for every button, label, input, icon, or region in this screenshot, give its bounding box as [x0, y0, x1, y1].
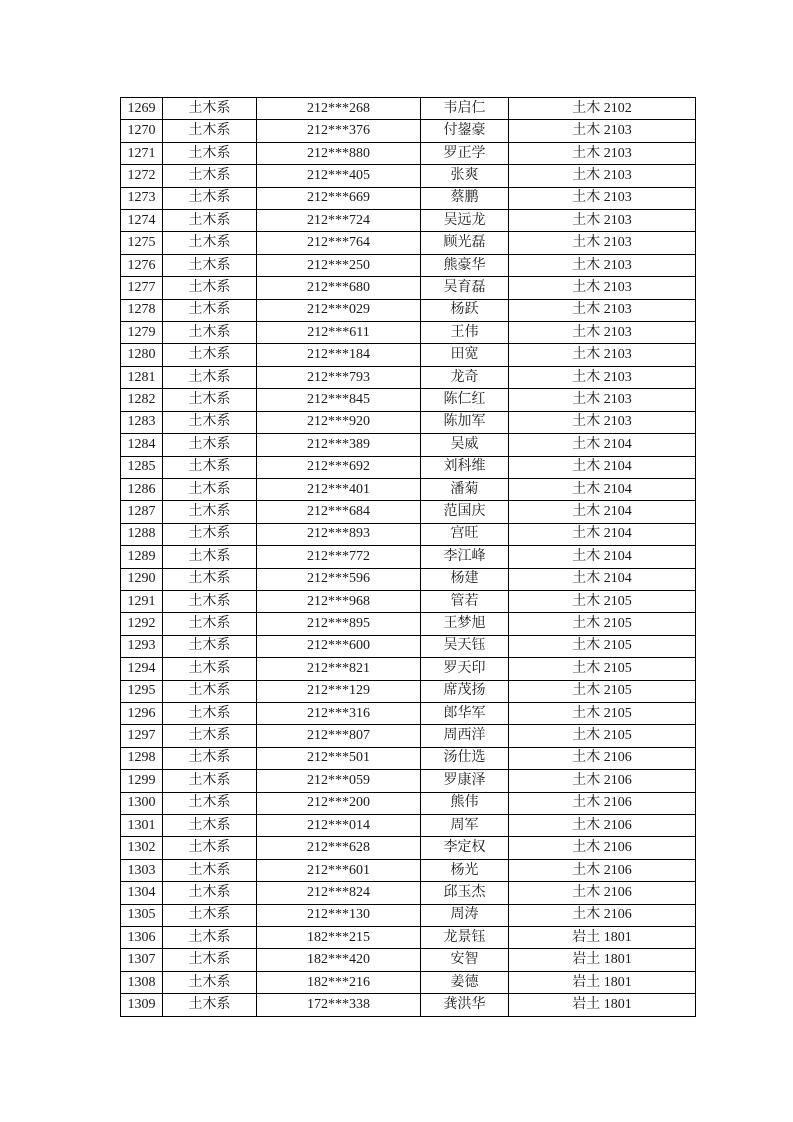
cell-name: 熊豪华: [421, 254, 509, 276]
cell-department: 土木系: [163, 971, 257, 993]
cell-student-id: 212***807: [257, 725, 421, 747]
table-row: [121, 747, 696, 769]
cell-class: 岩土 1801: [509, 949, 696, 971]
cell-name: 管若: [421, 590, 509, 612]
cell-class: 土木 2105: [509, 613, 696, 635]
cell-department: 土木系: [163, 792, 257, 814]
cell-student-id: 212***724: [257, 210, 421, 232]
cell-index: 1298: [121, 747, 163, 769]
cell-department: 土木系: [163, 434, 257, 456]
cell-class: 土木 2103: [509, 389, 696, 411]
cell-name: 田宽: [421, 344, 509, 366]
cell-index: 1299: [121, 770, 163, 792]
cell-department: 土木系: [163, 635, 257, 657]
cell-department: 土木系: [163, 299, 257, 321]
table-row: [121, 770, 696, 792]
cell-class: 土木 2103: [509, 344, 696, 366]
cell-student-id: 212***059: [257, 770, 421, 792]
cell-name: 杨建: [421, 568, 509, 590]
cell-class: 岩土 1801: [509, 927, 696, 949]
cell-department: 土木系: [163, 344, 257, 366]
table-row: [121, 658, 696, 680]
cell-student-id: 212***821: [257, 658, 421, 680]
table-row: [121, 725, 696, 747]
table-row: [121, 165, 696, 187]
cell-department: 土木系: [163, 165, 257, 187]
cell-department: 土木系: [163, 366, 257, 388]
cell-department: 土木系: [163, 613, 257, 635]
cell-class: 岩土 1801: [509, 971, 696, 993]
cell-class: 土木 2103: [509, 366, 696, 388]
cell-index: 1284: [121, 434, 163, 456]
cell-class: 土木 2105: [509, 702, 696, 724]
table-row: [121, 546, 696, 568]
cell-name: 宫旺: [421, 523, 509, 545]
cell-class: 土木 2103: [509, 165, 696, 187]
table-row: [121, 882, 696, 904]
cell-student-id: 212***601: [257, 859, 421, 881]
table-row: [121, 232, 696, 254]
cell-student-id: 212***684: [257, 501, 421, 523]
cell-name: 汤仕选: [421, 747, 509, 769]
cell-name: 周军: [421, 815, 509, 837]
cell-index: 1273: [121, 187, 163, 209]
table-row: [121, 815, 696, 837]
cell-student-id: 212***316: [257, 702, 421, 724]
cell-student-id: 212***389: [257, 434, 421, 456]
cell-student-id: 212***184: [257, 344, 421, 366]
cell-name: 龚洪华: [421, 994, 509, 1017]
cell-student-id: 212***376: [257, 120, 421, 142]
cell-department: 土木系: [163, 658, 257, 680]
cell-index: 1270: [121, 120, 163, 142]
cell-name: 姜德: [421, 971, 509, 993]
cell-department: 土木系: [163, 187, 257, 209]
cell-student-id: 212***014: [257, 815, 421, 837]
cell-department: 土木系: [163, 478, 257, 500]
cell-department: 土木系: [163, 456, 257, 478]
cell-department: 土木系: [163, 120, 257, 142]
cell-student-id: 212***764: [257, 232, 421, 254]
cell-class: 土木 2104: [509, 501, 696, 523]
cell-index: 1290: [121, 568, 163, 590]
cell-student-id: 212***669: [257, 187, 421, 209]
cell-class: 土木 2103: [509, 299, 696, 321]
cell-class: 土木 2104: [509, 478, 696, 500]
table-row: [121, 187, 696, 209]
cell-name: 安智: [421, 949, 509, 971]
cell-student-id: 212***029: [257, 299, 421, 321]
table-row: [121, 837, 696, 859]
table-row: [121, 434, 696, 456]
cell-student-id: 212***895: [257, 613, 421, 635]
cell-class: 土木 2103: [509, 411, 696, 433]
cell-student-id: 212***893: [257, 523, 421, 545]
cell-department: 土木系: [163, 949, 257, 971]
cell-student-id: 212***501: [257, 747, 421, 769]
table-row: [121, 98, 696, 120]
cell-department: 土木系: [163, 322, 257, 344]
cell-class: 岩土 1801: [509, 994, 696, 1017]
cell-name: 龙奇: [421, 366, 509, 388]
cell-class: 土木 2104: [509, 456, 696, 478]
student-table-body: [121, 98, 696, 1017]
cell-name: 韦启仁: [421, 98, 509, 120]
cell-class: 土木 2106: [509, 904, 696, 926]
cell-name: 周西洋: [421, 725, 509, 747]
cell-index: 1275: [121, 232, 163, 254]
cell-student-id: 182***215: [257, 927, 421, 949]
cell-department: 土木系: [163, 411, 257, 433]
cell-department: 土木系: [163, 389, 257, 411]
cell-name: 李江峰: [421, 546, 509, 568]
table-row: [121, 859, 696, 881]
cell-index: 1291: [121, 590, 163, 612]
cell-index: 1300: [121, 792, 163, 814]
cell-name: 邱玉杰: [421, 882, 509, 904]
table-row: [121, 590, 696, 612]
cell-class: 土木 2105: [509, 725, 696, 747]
cell-student-id: 212***401: [257, 478, 421, 500]
table-row: [121, 613, 696, 635]
cell-class: 土木 2104: [509, 568, 696, 590]
table-row: [121, 635, 696, 657]
cell-department: 土木系: [163, 501, 257, 523]
cell-class: 土木 2106: [509, 837, 696, 859]
cell-student-id: 212***250: [257, 254, 421, 276]
cell-department: 土木系: [163, 523, 257, 545]
table-row: [121, 344, 696, 366]
cell-name: 王伟: [421, 322, 509, 344]
cell-index: 1288: [121, 523, 163, 545]
cell-student-id: 212***920: [257, 411, 421, 433]
cell-class: 土木 2105: [509, 635, 696, 657]
table-row: [121, 299, 696, 321]
cell-student-id: 212***129: [257, 680, 421, 702]
cell-class: 土木 2102: [509, 98, 696, 120]
table-row: [121, 994, 696, 1017]
cell-department: 土木系: [163, 546, 257, 568]
cell-index: 1306: [121, 927, 163, 949]
cell-index: 1280: [121, 344, 163, 366]
cell-index: 1269: [121, 98, 163, 120]
cell-class: 土木 2104: [509, 546, 696, 568]
cell-name: 吴育磊: [421, 277, 509, 299]
cell-student-id: 212***793: [257, 366, 421, 388]
cell-class: 土木 2106: [509, 815, 696, 837]
cell-student-id: 182***216: [257, 971, 421, 993]
cell-index: 1307: [121, 949, 163, 971]
cell-index: 1295: [121, 680, 163, 702]
cell-student-id: 212***268: [257, 98, 421, 120]
cell-class: 土木 2106: [509, 747, 696, 769]
cell-class: 土木 2105: [509, 590, 696, 612]
cell-name: 陈加军: [421, 411, 509, 433]
cell-index: 1303: [121, 859, 163, 881]
table-row: [121, 927, 696, 949]
cell-class: 土木 2103: [509, 277, 696, 299]
table-row: [121, 501, 696, 523]
table-row: [121, 120, 696, 142]
cell-index: 1297: [121, 725, 163, 747]
table-row: [121, 142, 696, 164]
table-row: [121, 971, 696, 993]
cell-department: 土木系: [163, 702, 257, 724]
cell-class: 土木 2103: [509, 322, 696, 344]
cell-department: 土木系: [163, 927, 257, 949]
cell-department: 土木系: [163, 680, 257, 702]
table-row: [121, 411, 696, 433]
cell-student-id: 212***968: [257, 590, 421, 612]
cell-index: 1287: [121, 501, 163, 523]
cell-name: 付鋆豪: [421, 120, 509, 142]
cell-index: 1279: [121, 322, 163, 344]
cell-index: 1282: [121, 389, 163, 411]
cell-name: 郎华军: [421, 702, 509, 724]
cell-student-id: 212***200: [257, 792, 421, 814]
cell-index: 1304: [121, 882, 163, 904]
cell-student-id: 182***420: [257, 949, 421, 971]
cell-department: 土木系: [163, 142, 257, 164]
cell-class: 土木 2106: [509, 859, 696, 881]
table-row: [121, 277, 696, 299]
table-row: [121, 478, 696, 500]
cell-class: 土木 2104: [509, 523, 696, 545]
table-row: [121, 568, 696, 590]
table-row: [121, 210, 696, 232]
cell-index: 1308: [121, 971, 163, 993]
cell-name: 范国庆: [421, 501, 509, 523]
cell-name: 陈仁红: [421, 389, 509, 411]
cell-department: 土木系: [163, 254, 257, 276]
cell-department: 土木系: [163, 837, 257, 859]
cell-name: 刘科维: [421, 456, 509, 478]
cell-student-id: 212***405: [257, 165, 421, 187]
table-row: [121, 792, 696, 814]
table-row: [121, 389, 696, 411]
cell-student-id: 212***596: [257, 568, 421, 590]
cell-student-id: 212***628: [257, 837, 421, 859]
cell-class: 土木 2106: [509, 882, 696, 904]
cell-class: 土木 2105: [509, 658, 696, 680]
table-row: [121, 322, 696, 344]
table-row: [121, 523, 696, 545]
cell-department: 土木系: [163, 277, 257, 299]
cell-department: 土木系: [163, 568, 257, 590]
cell-name: 李定权: [421, 837, 509, 859]
cell-name: 吴威: [421, 434, 509, 456]
cell-index: 1272: [121, 165, 163, 187]
cell-index: 1271: [121, 142, 163, 164]
cell-department: 土木系: [163, 815, 257, 837]
cell-class: 土木 2104: [509, 434, 696, 456]
cell-name: 吴天钰: [421, 635, 509, 657]
cell-class: 土木 2103: [509, 210, 696, 232]
cell-department: 土木系: [163, 747, 257, 769]
cell-class: 土木 2106: [509, 770, 696, 792]
cell-student-id: 212***772: [257, 546, 421, 568]
cell-name: 席茂扬: [421, 680, 509, 702]
cell-name: 顾光磊: [421, 232, 509, 254]
cell-name: 罗正学: [421, 142, 509, 164]
cell-index: 1276: [121, 254, 163, 276]
cell-student-id: 212***692: [257, 456, 421, 478]
cell-class: 土木 2103: [509, 120, 696, 142]
cell-class: 土木 2106: [509, 792, 696, 814]
cell-class: 土木 2105: [509, 680, 696, 702]
cell-class: 土木 2103: [509, 232, 696, 254]
cell-department: 土木系: [163, 232, 257, 254]
cell-name: 王梦旭: [421, 613, 509, 635]
cell-index: 1294: [121, 658, 163, 680]
cell-name: 罗天印: [421, 658, 509, 680]
cell-name: 杨跃: [421, 299, 509, 321]
cell-index: 1283: [121, 411, 163, 433]
cell-index: 1285: [121, 456, 163, 478]
cell-name: 周涛: [421, 904, 509, 926]
cell-index: 1278: [121, 299, 163, 321]
cell-department: 土木系: [163, 770, 257, 792]
table-row: [121, 456, 696, 478]
cell-name: 张爽: [421, 165, 509, 187]
cell-student-id: 212***680: [257, 277, 421, 299]
table-row: [121, 949, 696, 971]
cell-student-id: 172***338: [257, 994, 421, 1017]
cell-student-id: 212***845: [257, 389, 421, 411]
cell-index: 1302: [121, 837, 163, 859]
cell-index: 1274: [121, 210, 163, 232]
cell-student-id: 212***611: [257, 322, 421, 344]
cell-name: 吴远龙: [421, 210, 509, 232]
cell-name: 杨光: [421, 859, 509, 881]
cell-index: 1305: [121, 904, 163, 926]
cell-student-id: 212***880: [257, 142, 421, 164]
cell-department: 土木系: [163, 725, 257, 747]
student-table: [120, 97, 696, 1017]
cell-class: 土木 2103: [509, 187, 696, 209]
cell-department: 土木系: [163, 994, 257, 1017]
cell-name: 罗康泽: [421, 770, 509, 792]
cell-department: 土木系: [163, 904, 257, 926]
table-row: [121, 680, 696, 702]
cell-student-id: 212***600: [257, 635, 421, 657]
cell-class: 土木 2103: [509, 254, 696, 276]
cell-department: 土木系: [163, 882, 257, 904]
table-row: [121, 366, 696, 388]
cell-student-id: 212***130: [257, 904, 421, 926]
cell-index: 1293: [121, 635, 163, 657]
cell-index: 1286: [121, 478, 163, 500]
cell-student-id: 212***824: [257, 882, 421, 904]
cell-index: 1309: [121, 994, 163, 1017]
cell-index: 1296: [121, 702, 163, 724]
cell-name: 熊伟: [421, 792, 509, 814]
table-row: [121, 702, 696, 724]
cell-index: 1281: [121, 366, 163, 388]
cell-index: 1301: [121, 815, 163, 837]
table-row: [121, 254, 696, 276]
cell-department: 土木系: [163, 590, 257, 612]
cell-department: 土木系: [163, 859, 257, 881]
cell-name: 潘菊: [421, 478, 509, 500]
cell-name: 蔡鹏: [421, 187, 509, 209]
cell-department: 土木系: [163, 98, 257, 120]
cell-index: 1277: [121, 277, 163, 299]
cell-index: 1289: [121, 546, 163, 568]
cell-class: 土木 2103: [509, 142, 696, 164]
cell-name: 龙景钰: [421, 927, 509, 949]
table-row: [121, 904, 696, 926]
cell-department: 土木系: [163, 210, 257, 232]
cell-index: 1292: [121, 613, 163, 635]
